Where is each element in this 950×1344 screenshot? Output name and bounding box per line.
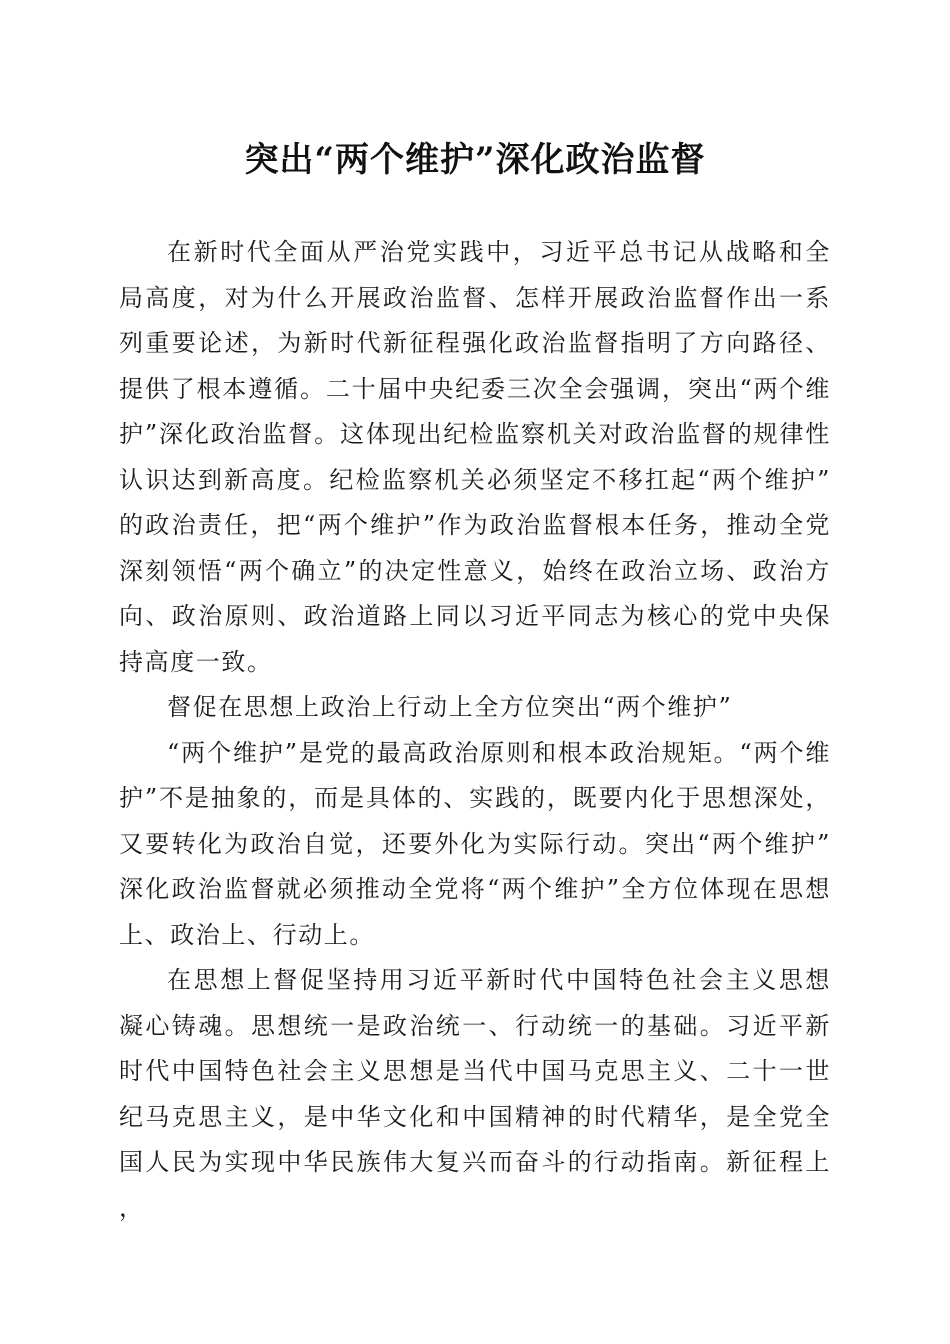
intro-paragraph: 在新时代全面从严治党实践中，习近平总书记从战略和全局高度，对为什么开展政治监督、怎样开展政治监督作出一系列重要论述，为新时代新征程强化政治监督指明了方向路径、提供了根本遵循。二十届中央纪委三次全会强调，突出“两个维护”深化政治监督。这体现出纪检监察机关对政治监督的规律性认识达到新高度。纪检监察机关必须坚定不移扛起“两个维护”的政治责任，把“两个维护”作为政治监督根本任务，推动全党深刻领悟“两个确立”的决定性意义，始终在政治立场、政治方向、政治原则、政治道路上同以习近平同志为核心的党中央保持高度一致。 <box>119 238 831 676</box>
document-body <box>119 230 831 1231</box>
section-heading: 督促在思想上政治上行动上全方位突出“两个维护” <box>167 693 733 721</box>
body-paragraph: “两个维护”是党的最高政治原则和根本政治规矩。“两个维护”不是抽象的，而是具体的、实践的，既要内化于思想深处，又要转化为政治自觉，还要外化为实际行动。突出“两个维护”深化政治监督就必须推动全党将“两个维护”全方位体现在思想上、政治上、行动上。 <box>119 738 831 949</box>
document-title: 突出“两个维护”深化政治监督 <box>244 140 706 180</box>
body-paragraph: 在思想上督促坚持用习近平新时代中国特色社会主义思想凝心铸魂。思想统一是政治统一、行动统一的基础。习近平新时代中国特色社会主义思想是当代中国马克思主义、二十一世纪马克思主义，是中华文化和中国精神的时代精华，是全党全国人民为实现中华民族伟大复兴而奋斗的行动指南。新征程上， <box>119 966 831 1222</box>
